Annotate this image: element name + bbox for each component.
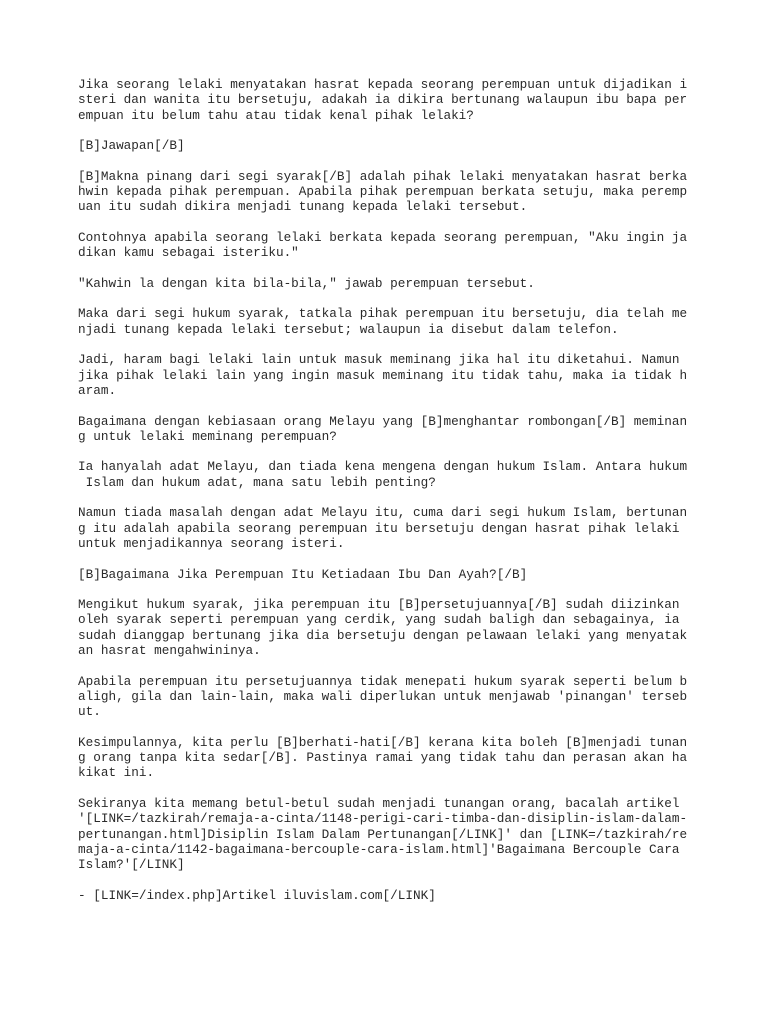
text-line: [B]Makna pinang dari segi syarak[/B] adalah pihak lelaki menyatakan hasrat berka (78, 168, 688, 184)
haram-paragraph (78, 352, 698, 398)
text-line: Bagaimana dengan kebiasaan orang Melayu yang [B]menghantar rombongan[/B] meminan (78, 413, 688, 429)
source-paragraph (78, 888, 698, 903)
text-line: Islam dan hukum adat, mana satu lebih penting? (78, 474, 436, 490)
reply-paragraph (78, 276, 698, 291)
text-line: aligh, gila dan lain-lain, maka wali diperlukan untuk menjawab 'pinangan' terseb (78, 688, 688, 704)
text-line: Maka dari segi hukum syarak, tatkala pihak perempuan itu bersetuju, dia telah me (78, 306, 688, 322)
text-line: g orang tanpa kita sedar[/B]. Pastinya ramai yang tidak tahu dan perasan akan ha (78, 750, 688, 766)
text-line: aram. (78, 382, 117, 398)
definition-paragraph (78, 169, 698, 215)
text-line: [B]Jawapan[/B] (78, 138, 185, 154)
text-line: njadi tunang kepada lelaki tersebut; walaupun ia disebut dalam telefon. (78, 321, 619, 337)
paragraph-gap (78, 153, 698, 168)
text-line: an hasrat mengahwininya. (78, 642, 261, 658)
text-line: g untuk lelaki meminang perempuan? (78, 428, 337, 444)
paragraph-gap (78, 291, 698, 306)
paragraph-gap (78, 215, 698, 230)
text-line: "Kahwin la dengan kita bila-bila," jawab perempuan tersebut. (78, 275, 535, 291)
document-page (78, 77, 698, 903)
ruling-paragraph (78, 306, 698, 337)
text-line: Jika seorang lelaki menyatakan hasrat kepada seorang perempuan untuk dijadikan i (78, 77, 688, 92)
text-line: ut. (78, 704, 101, 720)
text-line: - [LINK=/index.php]Artikel iluvislam.com[/LINK] (78, 887, 436, 903)
text-line: Jadi, haram bagi lelaki lain untuk masuk meminang jika hal itu diketahui. Namun (78, 352, 680, 368)
text-line: g itu adalah apabila seorang perempuan itu bersetuju dengan hasrat pihak lelaki (78, 520, 680, 536)
text-line: dikan kamu sebagai isteriku." (78, 245, 299, 261)
text-line: jika pihak lelaki lain yang ingin masuk meminang itu tidak tahu, maka ia tidak h (78, 367, 688, 383)
text-line: Namun tiada masalah dengan adat Melayu itu, cuma dari segi hukum Islam, bertunan (78, 505, 688, 521)
text-line: Contohnya apabila seorang lelaki berkata kepada seorang perempuan, "Aku ingin ja (78, 229, 688, 245)
paragraph-gap (78, 337, 698, 352)
custom-answer-paragraph (78, 459, 698, 490)
text-line: kikat ini. (78, 765, 155, 781)
text-line: Mengikut hukum syarak, jika perempuan itu [B]persetujuannya[/B] sudah diizinkan (78, 597, 680, 613)
text-line: untuk menjadikannya seorang isteri. (78, 535, 345, 551)
paragraph-gap (78, 261, 698, 276)
text-line: Ia hanyalah adat Melayu, dan tiada kena mengena dengan hukum Islam. Antara hukum (78, 459, 688, 475)
paragraph-gap (78, 398, 698, 413)
text-line: steri dan wanita itu bersetuju, adakah ia dikira bertunang walaupun ibu bapa per (78, 92, 688, 108)
custom-ruling-paragraph (78, 505, 698, 551)
question-paragraph (78, 77, 698, 123)
text-line: '[LINK=/tazkirah/remaja-a-cinta/1148-perigi-cari-timba-dan-disiplin-islam-dalam- (78, 811, 688, 827)
text-line: maja-a-cinta/1142-bagaimana-bercouple-cara-islam.html]'Bagaimana Bercouple Cara (78, 841, 680, 857)
text-line: Sekiranya kita memang betul-betul sudah menjadi tunangan orang, bacalah artikel (78, 795, 680, 811)
text-line: Kesimpulannya, kita perlu [B]berhati-hati[/B] kerana kita boleh [B]menjadi tunan (78, 734, 688, 750)
paragraph-gap (78, 123, 698, 138)
text-line: uan itu sudah dikira menjadi tunang kepada lelaki tersebut. (78, 199, 528, 215)
text-line: Islam?'[/LINK] (78, 857, 185, 873)
paragraph-gap (78, 490, 698, 505)
paragraph-gap (78, 658, 698, 673)
text-line: pertunangan.html]Disiplin Islam Dalam Pertunangan[/LINK]' dan [LINK=/tazkirah/re (78, 826, 688, 842)
links-paragraph (78, 796, 698, 872)
paragraph-gap (78, 444, 698, 459)
text-line: oleh syarak seperti perempuan yang cerdik, yang sudah baligh dan sebagainya, ia (78, 612, 680, 628)
text-line: [B]Bagaimana Jika Perempuan Itu Ketiadaan Ibu Dan Ayah?[/B] (78, 566, 528, 582)
consent-paragraph (78, 597, 698, 658)
guardian-paragraph (78, 674, 698, 720)
custom-question-paragraph (78, 414, 698, 445)
paragraph-gap (78, 781, 698, 796)
paragraph-gap (78, 551, 698, 566)
text-line: sudah dianggap bertunang jika dia bersetuju dengan pelawaan lelaki yang menyatak (78, 627, 688, 643)
paragraph-gap (78, 872, 698, 887)
answer-heading (78, 138, 698, 153)
text-line: Apabila perempuan itu persetujuannya tidak menepati hukum syarak seperti belum b (78, 673, 688, 689)
conclusion-paragraph (78, 735, 698, 781)
example-paragraph (78, 230, 698, 261)
text-line: hwin kepada pihak perempuan. Apabila pihak perempuan berkata setuju, maka peremp (78, 184, 688, 200)
text-line: empuan itu belum tahu atau tidak kenal pihak lelaki? (78, 107, 474, 123)
orphan-heading (78, 567, 698, 582)
paragraph-gap (78, 719, 698, 734)
paragraph-gap (78, 582, 698, 597)
